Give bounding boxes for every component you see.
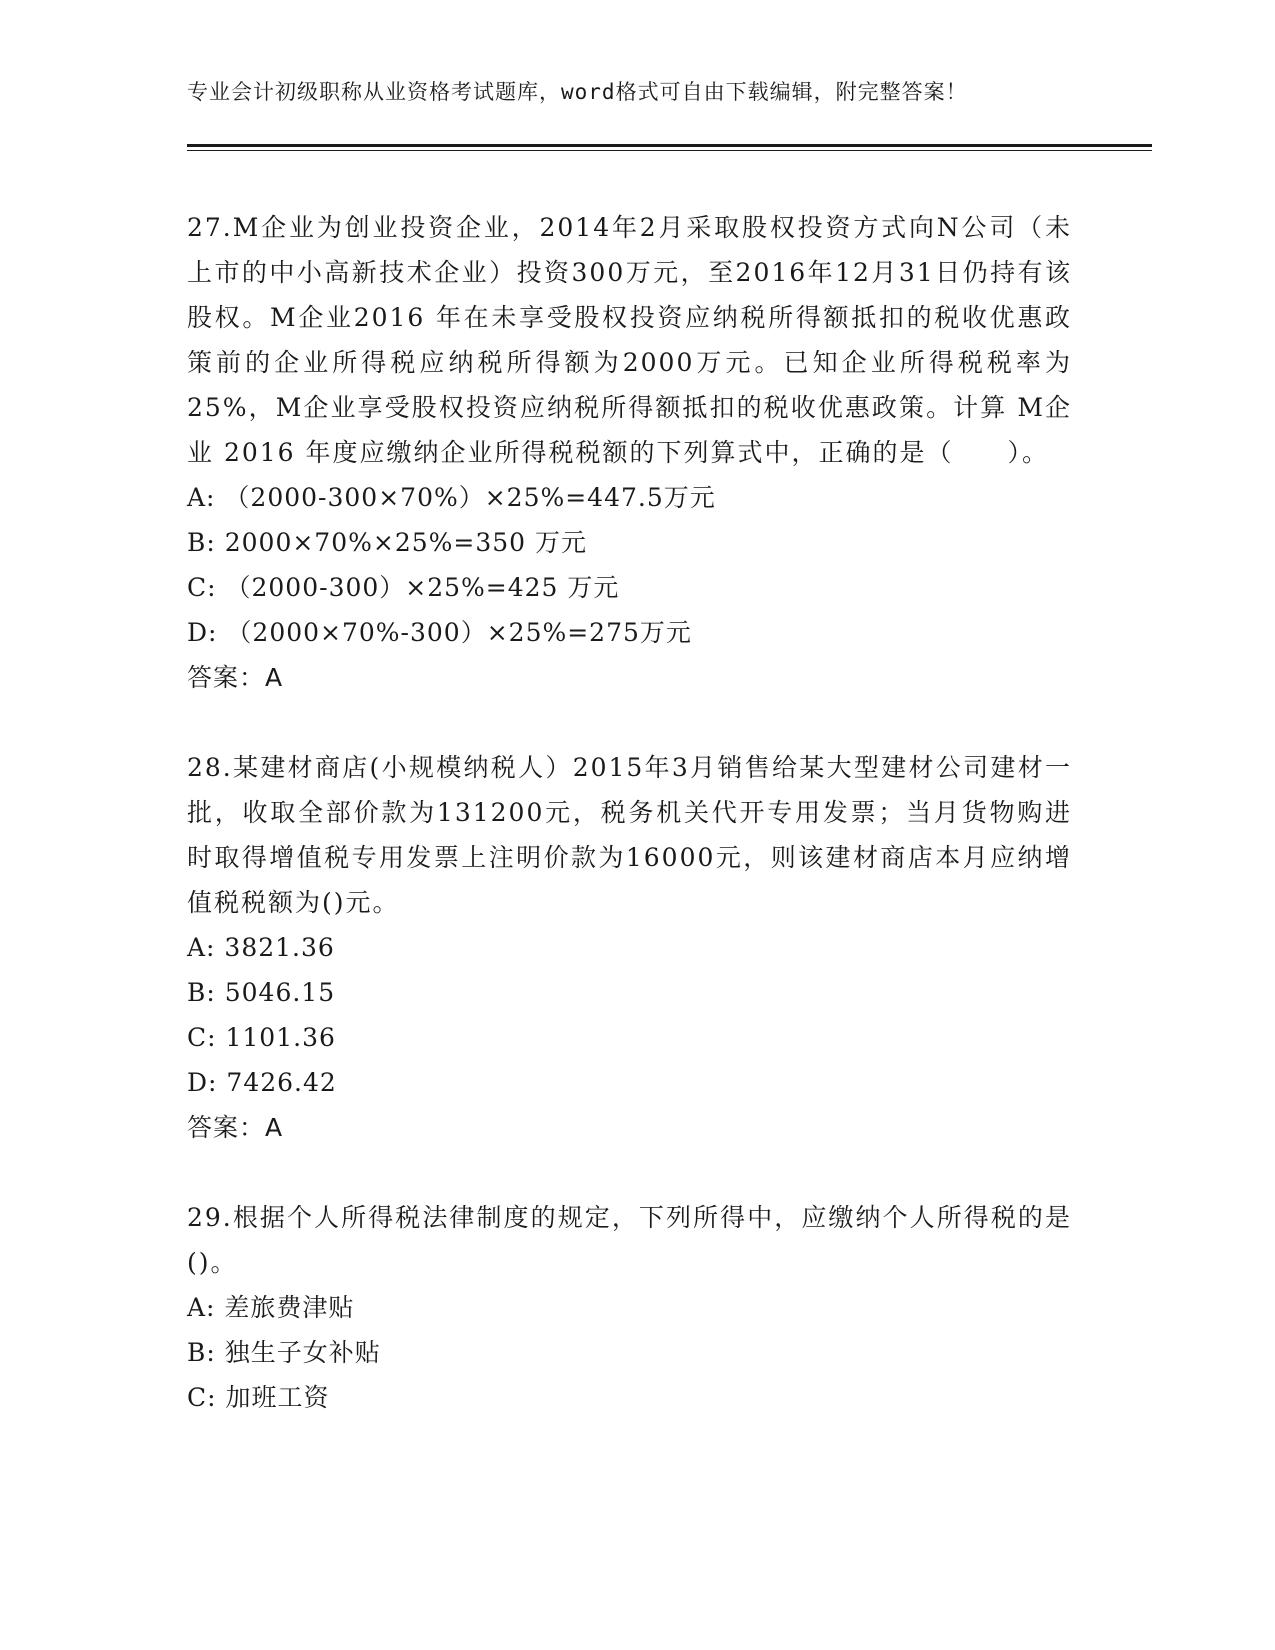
page-header: 专业会计初级职称从业资格考试题库，word格式可自由下载编辑，附完整答案！ [187,80,968,104]
question-spacer [187,700,1072,745]
option-c: C: 加班工资 [187,1383,330,1412]
question-text: 29.根据个人所得税法律制度的规定，下列所得中，应缴纳个人所得税的是()。 [187,1203,1072,1277]
option-d: D: 7426.42 [187,1068,337,1097]
option-b: B: 2000×70%×25%=350 万元 [187,528,588,557]
option-a: A: （2000-300×70%）×25%=447.5万元 [187,483,716,512]
answer-label: 答案：A [187,1113,284,1142]
option-c: C: 1101.36 [187,1023,336,1052]
header-rule-thin [187,150,1152,151]
answer-label: 答案：A [187,663,284,692]
option-b: B: 5046.15 [187,978,336,1007]
question-text: 28.某建材商店(小规模纳税人）2015年3月销售给某大型建材公司建材一批，收取全部价款为131200元，税务机关代开专用发票；当月货物购进时取得增值税专用发票上注明价款为16000元，则该建材商店本月应纳增值税税额为()元。 [187,753,1072,917]
option-b: B: 独生子女补贴 [187,1338,381,1367]
question-list [187,205,1072,1420]
option-c: C: （2000-300）×25%=425 万元 [187,573,620,602]
option-d: D: （2000×70%-300）×25%=275万元 [187,618,692,647]
question-text: 27.M企业为创业投资企业，2014年2月采取股权投资方式向N公司（未上市的中小高新技术企业）投资300万元，至2016年12月31日仍持有该股权。M企业2016 年在未享受股权投资应纳税所得额抵扣的税收优惠政策前的企业所得税应纳税所得额为2000万元。已知企业所得税税率为25%，M企业享受股权投资应纳税所得额抵扣的税收优惠政策。计算 M企业 2016 年度应缴纳企业所得税税额的下列算式中，正确的是（ ）。 [187,213,1072,467]
question-29 [187,1195,1072,1420]
option-a: A: 3821.36 [187,933,335,962]
question-28 [187,745,1072,1150]
question-27 [187,205,1072,700]
question-spacer [187,1150,1072,1195]
header-rule-thick [187,144,1152,147]
option-a: A: 差旅费津贴 [187,1293,355,1322]
